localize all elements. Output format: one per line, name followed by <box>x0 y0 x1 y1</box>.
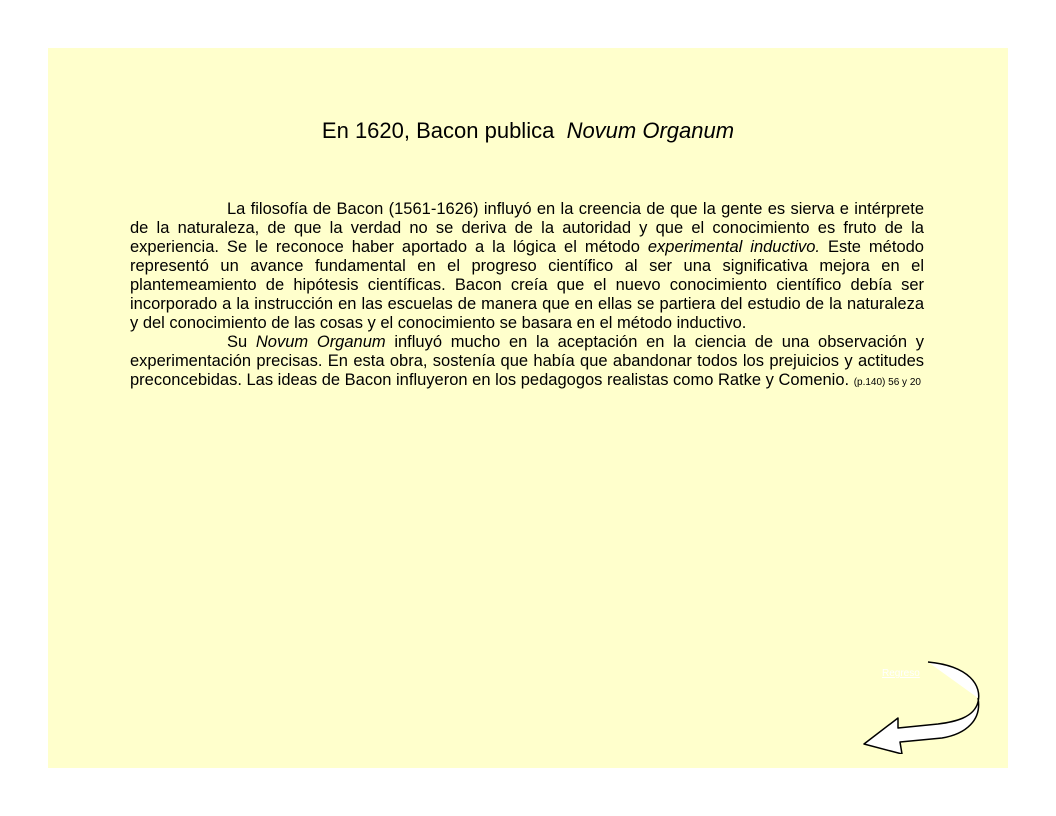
title-book-name: Novum Organum <box>566 118 735 143</box>
paragraph-2-text-b: influyó mucho en la aceptación en la ciencia de una observación y experimentación precisas. En esta obra, sostenía que había que abandonar todos los prejuicios y actitudes preconcebidas. Las ideas de Bacon influyeron en los pedagogos realistas como Ratke y Comenio. <box>130 333 924 389</box>
paragraph-1-text-a: La filosofía de Bacon (1561-1626) influyó en la creencia de que la gente es sierva e intérprete de la naturaleza, de que la verdad no se deriva de la autoridad y que el conocimiento es fruto de la experiencia. Se le reconoce haber aportado a la lógica el método <box>130 200 924 256</box>
return-link[interactable]: Regreso <box>882 668 920 679</box>
slide <box>48 48 1008 768</box>
slide-title <box>48 118 1008 144</box>
title-prefix: En 1620, Bacon publica <box>321 118 555 143</box>
paragraph-2-text-a: Su <box>227 333 256 351</box>
body-text <box>130 200 924 392</box>
paragraph-1 <box>130 200 924 333</box>
citation: (p.140) 56 y 20 <box>853 377 921 388</box>
paragraph-1-text-b: Este método representó un avance fundamental en el progreso científico al ser una significativa mejora en el plantemeamiento de hipótesis científicas. Bacon creía que el nuevo conocimiento científico debía ser incorporado a la instrucción en las escuelas de manera que en ellas se partiera del estudio de la naturaleza y del conocimiento de las cosas y el conocimiento se basara en el método inductivo. <box>130 238 924 332</box>
paragraph-2-book-name: Novum Organum <box>255 333 386 351</box>
paragraph-2 <box>130 333 924 392</box>
curved-return-arrow-icon[interactable] <box>858 658 982 754</box>
paragraph-1-emphasis: experimental inductivo. <box>647 238 820 256</box>
